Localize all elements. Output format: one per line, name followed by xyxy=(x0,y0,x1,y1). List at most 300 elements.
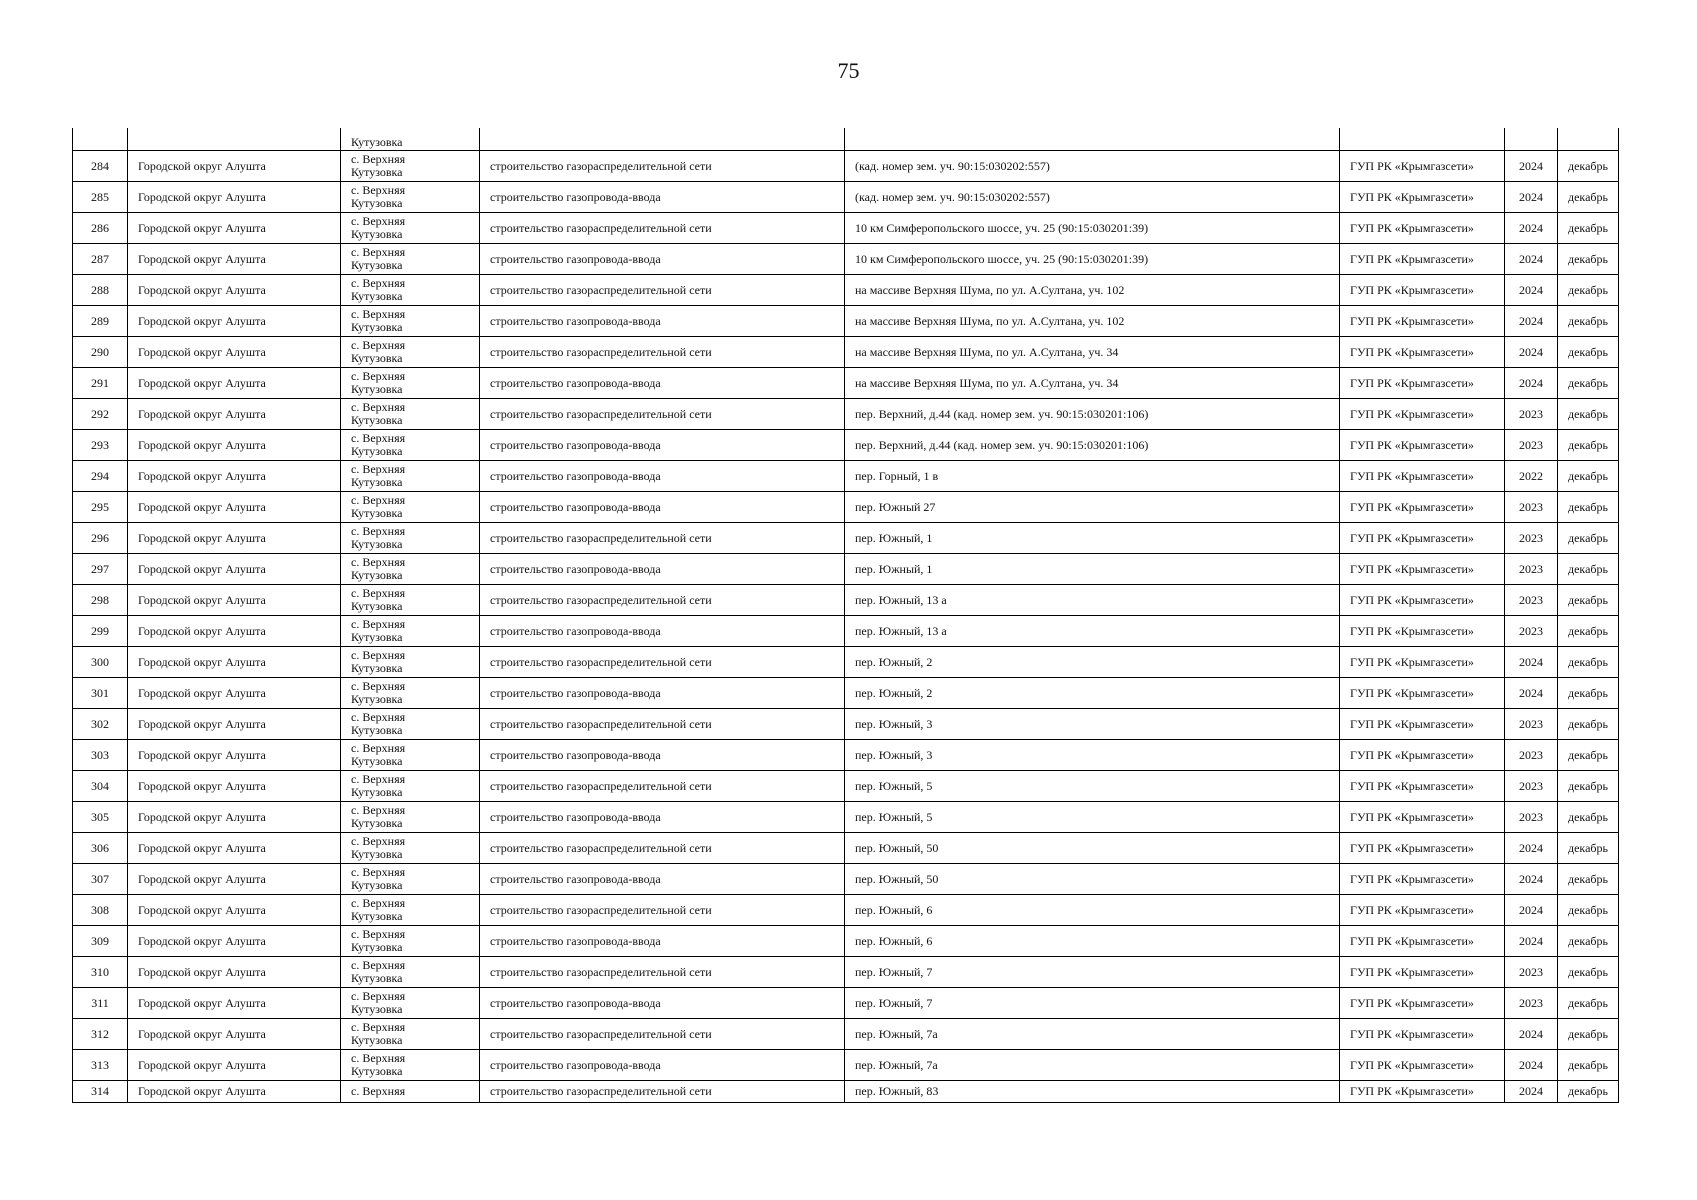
cell-operator: ГУП РК «Крымгазсети» xyxy=(1340,306,1505,337)
cell-district: Городской округ Алушта xyxy=(128,430,341,461)
cell-operator: ГУП РК «Крымгазсети» xyxy=(1340,926,1505,957)
cell-year: 2024 xyxy=(1505,647,1558,678)
locality-line: с. Верхняя xyxy=(351,555,406,569)
cell-num: 309 xyxy=(73,926,128,957)
cell-num xyxy=(73,128,128,151)
table-row xyxy=(73,833,1619,864)
cell-month: декабрь xyxy=(1558,182,1619,213)
cell-operator: ГУП РК «Крымгазсети» xyxy=(1340,864,1505,895)
locality-line: с. Верхняя xyxy=(351,958,406,972)
cell-operator: ГУП РК «Крымгазсети» xyxy=(1340,430,1505,461)
cell-locality xyxy=(341,244,480,275)
cell-locality xyxy=(341,399,480,430)
cell-district: Городской округ Алушта xyxy=(128,802,341,833)
cell-address: 10 км Симферопольского шоссе, уч. 25 (90:15:030201:39) xyxy=(845,244,1340,275)
cell-year: 2024 xyxy=(1505,337,1558,368)
cell-work: строительство газопровода-ввода xyxy=(480,182,845,213)
cell-month: декабрь xyxy=(1558,151,1619,182)
cell-operator: ГУП РК «Крымгазсети» xyxy=(1340,368,1505,399)
locality-line: с. Верхняя xyxy=(351,927,406,941)
cell-address: пер. Южный, 7 xyxy=(845,988,1340,1019)
cell-num: 305 xyxy=(73,802,128,833)
table-row xyxy=(73,1019,1619,1050)
cell-year: 2023 xyxy=(1505,523,1558,554)
cell-work: строительство газопровода-ввода xyxy=(480,492,845,523)
table-row xyxy=(73,430,1619,461)
locality-line: Кутузовка xyxy=(351,909,403,923)
locality-line: с. Верхняя xyxy=(351,1051,406,1065)
locality-line: с. Верхняя xyxy=(351,338,406,352)
cell-address: пер. Южный, 1 xyxy=(845,554,1340,585)
cell-operator: ГУП РК «Крымгазсети» xyxy=(1340,1050,1505,1081)
cell-address: пер. Южный, 6 xyxy=(845,895,1340,926)
locality-line: Кутузовка xyxy=(351,320,403,334)
cell-operator: ГУП РК «Крымгазсети» xyxy=(1340,151,1505,182)
cell-num: 302 xyxy=(73,709,128,740)
cell-month: декабрь xyxy=(1558,833,1619,864)
cell-work: строительство газораспределительной сети xyxy=(480,647,845,678)
cell-month: декабрь xyxy=(1558,957,1619,988)
table-row xyxy=(73,461,1619,492)
table-row xyxy=(73,399,1619,430)
cell-district: Городской округ Алушта xyxy=(128,616,341,647)
table-row xyxy=(73,275,1619,306)
table-row xyxy=(73,244,1619,275)
cell-district: Городской округ Алушта xyxy=(128,182,341,213)
locality-line: Кутузовка xyxy=(351,165,403,179)
cell-num: 307 xyxy=(73,864,128,895)
cell-locality xyxy=(341,275,480,306)
locality-line: Кутузовка xyxy=(351,599,403,613)
cell-operator xyxy=(1340,128,1505,151)
cell-work: строительство газораспределительной сети xyxy=(480,1019,845,1050)
locality-line: Кутузовка xyxy=(351,785,403,799)
cell-month: декабрь xyxy=(1558,306,1619,337)
locality-line: Кутузовка xyxy=(351,258,403,272)
table-row xyxy=(73,1050,1619,1081)
cell-locality xyxy=(341,678,480,709)
locality-line: с. Верхняя xyxy=(351,803,406,817)
locality-line: с. Верхняя xyxy=(351,710,406,724)
cell-district: Городской округ Алушта xyxy=(128,771,341,802)
locality-line: с. Верхняя xyxy=(351,1084,406,1098)
cell-locality xyxy=(341,523,480,554)
cell-num: 298 xyxy=(73,585,128,616)
table-row xyxy=(73,771,1619,802)
cell-month: декабрь xyxy=(1558,244,1619,275)
cell-work: строительство газопровода-ввода xyxy=(480,864,845,895)
locality-line: с. Верхняя xyxy=(351,896,406,910)
table-row xyxy=(73,802,1619,833)
cell-work: строительство газораспределительной сети xyxy=(480,399,845,430)
page-number: 75 xyxy=(837,58,860,83)
cell-district: Городской округ Алушта xyxy=(128,151,341,182)
cell-num: 285 xyxy=(73,182,128,213)
cell-num: 284 xyxy=(73,151,128,182)
cell-work: строительство газораспределительной сети xyxy=(480,337,845,368)
cell-operator: ГУП РК «Крымгазсети» xyxy=(1340,616,1505,647)
locality-line: Кутузовка xyxy=(351,413,403,427)
cell-district: Городской округ Алушта xyxy=(128,1019,341,1050)
table-row xyxy=(73,337,1619,368)
cell-locality: Кутузовка xyxy=(341,128,480,151)
cell-district: Городской округ Алушта xyxy=(128,678,341,709)
cell-district: Городской округ Алушта xyxy=(128,306,341,337)
cell-locality xyxy=(341,709,480,740)
cell-work: строительство газораспределительной сети xyxy=(480,833,845,864)
cell-year: 2023 xyxy=(1505,802,1558,833)
locality-line: с. Верхняя xyxy=(351,679,406,693)
cell-num: 297 xyxy=(73,554,128,585)
cell-month: декабрь xyxy=(1558,523,1619,554)
cell-num: 310 xyxy=(73,957,128,988)
cell-work: строительство газораспределительной сети xyxy=(480,957,845,988)
cell-month: декабрь xyxy=(1558,678,1619,709)
cell-operator: ГУП РК «Крымгазсети» xyxy=(1340,523,1505,554)
cell-address: на массиве Верхняя Шума, по ул. А.Султана, уч. 34 xyxy=(845,368,1340,399)
cell-year xyxy=(1505,128,1558,151)
cell-operator: ГУП РК «Крымгазсети» xyxy=(1340,182,1505,213)
cell-num: 287 xyxy=(73,244,128,275)
locality-line: Кутузовка xyxy=(351,196,403,210)
locality-line: Кутузовка xyxy=(351,723,403,737)
cell-operator: ГУП РК «Крымгазсети» xyxy=(1340,492,1505,523)
locality-line: Кутузовка xyxy=(351,537,403,551)
locality-line: с. Верхняя xyxy=(351,493,406,507)
table-row xyxy=(73,957,1619,988)
cell-district: Городской округ Алушта xyxy=(128,461,341,492)
locality-line: с. Верхняя xyxy=(351,276,406,290)
cell-address: пер. Южный, 50 xyxy=(845,833,1340,864)
cell-month: декабрь xyxy=(1558,864,1619,895)
cell-locality xyxy=(341,1081,480,1103)
cell-district: Городской округ Алушта xyxy=(128,988,341,1019)
cell-address: пер. Южный, 7а xyxy=(845,1050,1340,1081)
cell-work: строительство газораспределительной сети xyxy=(480,1081,845,1103)
cell-locality xyxy=(341,864,480,895)
cell-district: Городской округ Алушта xyxy=(128,213,341,244)
locality-line: с. Верхняя xyxy=(351,865,406,879)
locality-line: Кутузовка xyxy=(351,816,403,830)
cell-operator: ГУП РК «Крымгазсети» xyxy=(1340,647,1505,678)
table-row xyxy=(73,182,1619,213)
cell-address: (кад. номер зем. уч. 90:15:030202:557) xyxy=(845,151,1340,182)
cell-num: 299 xyxy=(73,616,128,647)
cell-num: 304 xyxy=(73,771,128,802)
cell-locality xyxy=(341,926,480,957)
cell-month: декабрь xyxy=(1558,926,1619,957)
locality-line: с. Верхняя xyxy=(351,245,406,259)
cell-address: на массиве Верхняя Шума, по ул. А.Султана, уч. 34 xyxy=(845,337,1340,368)
cell-year: 2023 xyxy=(1505,399,1558,430)
cell-district: Городской округ Алушта xyxy=(128,554,341,585)
table-row xyxy=(73,1081,1619,1103)
cell-address: пер. Южный, 2 xyxy=(845,678,1340,709)
cell-operator: ГУП РК «Крымгазсети» xyxy=(1340,399,1505,430)
locality-line: Кутузовка xyxy=(351,754,403,768)
cell-work: строительство газопровода-ввода xyxy=(480,802,845,833)
cell-year: 2024 xyxy=(1505,895,1558,926)
locality-line: Кутузовка xyxy=(351,382,403,396)
cell-address: на массиве Верхняя Шума, по ул. А.Султана, уч. 102 xyxy=(845,306,1340,337)
cell-work: строительство газопровода-ввода xyxy=(480,306,845,337)
table-row xyxy=(73,492,1619,523)
cell-year: 2023 xyxy=(1505,709,1558,740)
cell-operator: ГУП РК «Крымгазсети» xyxy=(1340,275,1505,306)
locality-line: Кутузовка xyxy=(351,692,403,706)
cell-locality xyxy=(341,1019,480,1050)
cell-locality xyxy=(341,771,480,802)
table-row xyxy=(73,151,1619,182)
cell-year: 2023 xyxy=(1505,616,1558,647)
cell-num: 314 xyxy=(73,1081,128,1103)
cell-district: Городской округ Алушта xyxy=(128,1050,341,1081)
cell-work: строительство газопровода-ввода xyxy=(480,678,845,709)
cell-year: 2023 xyxy=(1505,957,1558,988)
locality-line: с. Верхняя xyxy=(351,989,406,1003)
cell-operator: ГУП РК «Крымгазсети» xyxy=(1340,771,1505,802)
cell-operator: ГУП РК «Крымгазсети» xyxy=(1340,802,1505,833)
cell-locality xyxy=(341,895,480,926)
cell-locality xyxy=(341,554,480,585)
cell-num: 306 xyxy=(73,833,128,864)
cell-operator: ГУП РК «Крымгазсети» xyxy=(1340,740,1505,771)
locality-line: Кутузовка xyxy=(351,630,403,644)
cell-operator: ГУП РК «Крымгазсети» xyxy=(1340,461,1505,492)
cell-year: 2024 xyxy=(1505,213,1558,244)
locality-line: с. Верхняя xyxy=(351,617,406,631)
cell-year: 2024 xyxy=(1505,182,1558,213)
cell-district: Городской округ Алушта xyxy=(128,709,341,740)
cell-address: пер. Южный 27 xyxy=(845,492,1340,523)
locality-line: Кутузовка xyxy=(351,847,403,861)
cell-locality xyxy=(341,182,480,213)
cell-month: декабрь xyxy=(1558,337,1619,368)
cell-operator: ГУП РК «Крымгазсети» xyxy=(1340,895,1505,926)
cell-operator: ГУП РК «Крымгазсети» xyxy=(1340,554,1505,585)
cell-address: пер. Южный, 13 а xyxy=(845,585,1340,616)
locality-line: Кутузовка xyxy=(351,444,403,458)
cell-month: декабрь xyxy=(1558,771,1619,802)
locality-line: Кутузовка xyxy=(351,475,403,489)
table-row xyxy=(73,709,1619,740)
locality-line: с. Верхняя xyxy=(351,152,406,166)
cell-district: Городской округ Алушта xyxy=(128,399,341,430)
cell-operator: ГУП РК «Крымгазсети» xyxy=(1340,337,1505,368)
cell-address: пер. Южный, 6 xyxy=(845,926,1340,957)
cell-address: пер. Южный, 5 xyxy=(845,771,1340,802)
cell-work: строительство газораспределительной сети xyxy=(480,275,845,306)
cell-num: 288 xyxy=(73,275,128,306)
cell-locality xyxy=(341,430,480,461)
cell-month: декабрь xyxy=(1558,802,1619,833)
cell-month: декабрь xyxy=(1558,275,1619,306)
cell-year: 2024 xyxy=(1505,678,1558,709)
table-row xyxy=(73,616,1619,647)
cell-address: пер. Южный, 3 xyxy=(845,709,1340,740)
cell-year: 2023 xyxy=(1505,430,1558,461)
locality-line: Кутузовка xyxy=(351,940,403,954)
cell-operator: ГУП РК «Крымгазсети» xyxy=(1340,213,1505,244)
table-row xyxy=(73,678,1619,709)
table-row xyxy=(73,368,1619,399)
cell-district: Городской округ Алушта xyxy=(128,1081,341,1103)
locality-line: с. Верхняя xyxy=(351,648,406,662)
cell-locality xyxy=(341,1050,480,1081)
cell-work: строительство газораспределительной сети xyxy=(480,585,845,616)
cell-num: 292 xyxy=(73,399,128,430)
locality-line: Кутузовка xyxy=(351,661,403,675)
locality-line: с. Верхняя xyxy=(351,462,406,476)
cell-address: пер. Южный, 7а xyxy=(845,1019,1340,1050)
locality-line: с. Верхняя xyxy=(351,834,406,848)
cell-work: строительство газопровода-ввода xyxy=(480,988,845,1019)
cell-month: декабрь xyxy=(1558,492,1619,523)
locality-line: с. Верхняя xyxy=(351,400,406,414)
cell-address: на массиве Верхняя Шума, по ул. А.Султана, уч. 102 xyxy=(845,275,1340,306)
cell-district xyxy=(128,128,341,151)
cell-operator: ГУП РК «Крымгазсети» xyxy=(1340,988,1505,1019)
cell-work: строительство газопровода-ввода xyxy=(480,430,845,461)
cell-address: пер. Верхний, д.44 (кад. номер зем. уч. 90:15:030201:106) xyxy=(845,430,1340,461)
cell-work: строительство газораспределительной сети xyxy=(480,771,845,802)
cell-num: 295 xyxy=(73,492,128,523)
cell-locality xyxy=(341,306,480,337)
cell-locality xyxy=(341,833,480,864)
locality-line: Кутузовка xyxy=(351,506,403,520)
cell-num: 308 xyxy=(73,895,128,926)
cell-month: декабрь xyxy=(1558,740,1619,771)
cell-locality xyxy=(341,337,480,368)
cell-address: пер. Верхний, д.44 (кад. номер зем. уч. 90:15:030201:106) xyxy=(845,399,1340,430)
cell-district: Городской округ Алушта xyxy=(128,244,341,275)
cell-work: строительство газопровода-ввода xyxy=(480,244,845,275)
locality-line: с. Верхняя xyxy=(351,214,406,228)
cell-num: 286 xyxy=(73,213,128,244)
cell-month: декабрь xyxy=(1558,616,1619,647)
cell-district: Городской округ Алушта xyxy=(128,647,341,678)
table-row xyxy=(73,213,1619,244)
table-row xyxy=(73,926,1619,957)
cell-year: 2024 xyxy=(1505,244,1558,275)
locality-line: с. Верхняя xyxy=(351,586,406,600)
locality-line: с. Верхняя xyxy=(351,369,406,383)
cell-district: Городской округ Алушта xyxy=(128,926,341,957)
table-row xyxy=(73,523,1619,554)
cell-month: декабрь xyxy=(1558,399,1619,430)
cell-locality xyxy=(341,740,480,771)
cell-year: 2023 xyxy=(1505,988,1558,1019)
cell-year: 2023 xyxy=(1505,740,1558,771)
cell-num: 303 xyxy=(73,740,128,771)
cell-operator: ГУП РК «Крымгазсети» xyxy=(1340,244,1505,275)
cell-year: 2023 xyxy=(1505,554,1558,585)
cell-month: декабрь xyxy=(1558,1081,1619,1103)
table-row-continued xyxy=(73,128,1619,151)
cell-operator: ГУП РК «Крымгазсети» xyxy=(1340,957,1505,988)
cell-district: Городской округ Алушта xyxy=(128,895,341,926)
cell-operator: ГУП РК «Крымгазсети» xyxy=(1340,585,1505,616)
locality-line: Кутузовка xyxy=(351,351,403,365)
cell-work: строительство газораспределительной сети xyxy=(480,523,845,554)
cell-district: Городской округ Алушта xyxy=(128,585,341,616)
cell-month: декабрь xyxy=(1558,988,1619,1019)
table-row xyxy=(73,585,1619,616)
table-row xyxy=(73,554,1619,585)
cell-address: пер. Южный, 1 xyxy=(845,523,1340,554)
cell-address xyxy=(845,128,1340,151)
cell-address: пер. Южный, 3 xyxy=(845,740,1340,771)
locality-line: с. Верхняя xyxy=(351,1020,406,1034)
cell-year: 2024 xyxy=(1505,1081,1558,1103)
cell-year: 2023 xyxy=(1505,492,1558,523)
cell-num: 301 xyxy=(73,678,128,709)
cell-operator: ГУП РК «Крымгазсети» xyxy=(1340,833,1505,864)
cell-locality xyxy=(341,151,480,182)
cell-year: 2024 xyxy=(1505,926,1558,957)
cell-district: Городской округ Алушта xyxy=(128,864,341,895)
cell-month: декабрь xyxy=(1558,461,1619,492)
cell-address: пер. Южный, 2 xyxy=(845,647,1340,678)
locality-line: Кутузовка xyxy=(351,1033,403,1047)
cell-locality xyxy=(341,616,480,647)
cell-month: декабрь xyxy=(1558,213,1619,244)
cell-year: 2024 xyxy=(1505,368,1558,399)
cell-num: 293 xyxy=(73,430,128,461)
locality-line: Кутузовка xyxy=(351,971,403,985)
cell-locality xyxy=(341,957,480,988)
cell-address: пер. Южный, 5 xyxy=(845,802,1340,833)
cell-address: 10 км Симферопольского шоссе, уч. 25 (90:15:030201:39) xyxy=(845,213,1340,244)
cell-month: декабрь xyxy=(1558,554,1619,585)
cell-num: 291 xyxy=(73,368,128,399)
locality-line: Кутузовка xyxy=(351,1064,403,1078)
cell-num: 312 xyxy=(73,1019,128,1050)
cell-work: строительство газопровода-ввода xyxy=(480,616,845,647)
cell-num: 313 xyxy=(73,1050,128,1081)
table-row xyxy=(73,740,1619,771)
cell-work: строительство газопровода-ввода xyxy=(480,740,845,771)
locality-line: Кутузовка xyxy=(351,227,403,241)
cell-address: (кад. номер зем. уч. 90:15:030202:557) xyxy=(845,182,1340,213)
locality-line: с. Верхняя xyxy=(351,772,406,786)
cell-address: пер. Южный, 13 а xyxy=(845,616,1340,647)
cell-month: декабрь xyxy=(1558,1019,1619,1050)
cell-month: декабрь xyxy=(1558,647,1619,678)
locality-line: Кутузовка xyxy=(351,289,403,303)
cell-month: декабрь xyxy=(1558,1050,1619,1081)
cell-num: 294 xyxy=(73,461,128,492)
cell-num: 289 xyxy=(73,306,128,337)
cell-year: 2024 xyxy=(1505,833,1558,864)
cell-work: строительство газораспределительной сети xyxy=(480,895,845,926)
cell-month: декабрь xyxy=(1558,430,1619,461)
cell-month: декабрь xyxy=(1558,895,1619,926)
cell-work: строительство газопровода-ввода xyxy=(480,926,845,957)
cell-district: Городской округ Алушта xyxy=(128,368,341,399)
locality-line: Кутузовка xyxy=(351,878,403,892)
cell-address: пер. Южный, 83 xyxy=(845,1081,1340,1103)
cell-month xyxy=(1558,128,1619,151)
cell-num: 311 xyxy=(73,988,128,1019)
table-row xyxy=(73,864,1619,895)
cell-work xyxy=(480,128,845,151)
cell-year: 2024 xyxy=(1505,864,1558,895)
cell-address: пер. Южный, 7 xyxy=(845,957,1340,988)
cell-locality xyxy=(341,647,480,678)
cell-num: 290 xyxy=(73,337,128,368)
cell-year: 2023 xyxy=(1505,585,1558,616)
